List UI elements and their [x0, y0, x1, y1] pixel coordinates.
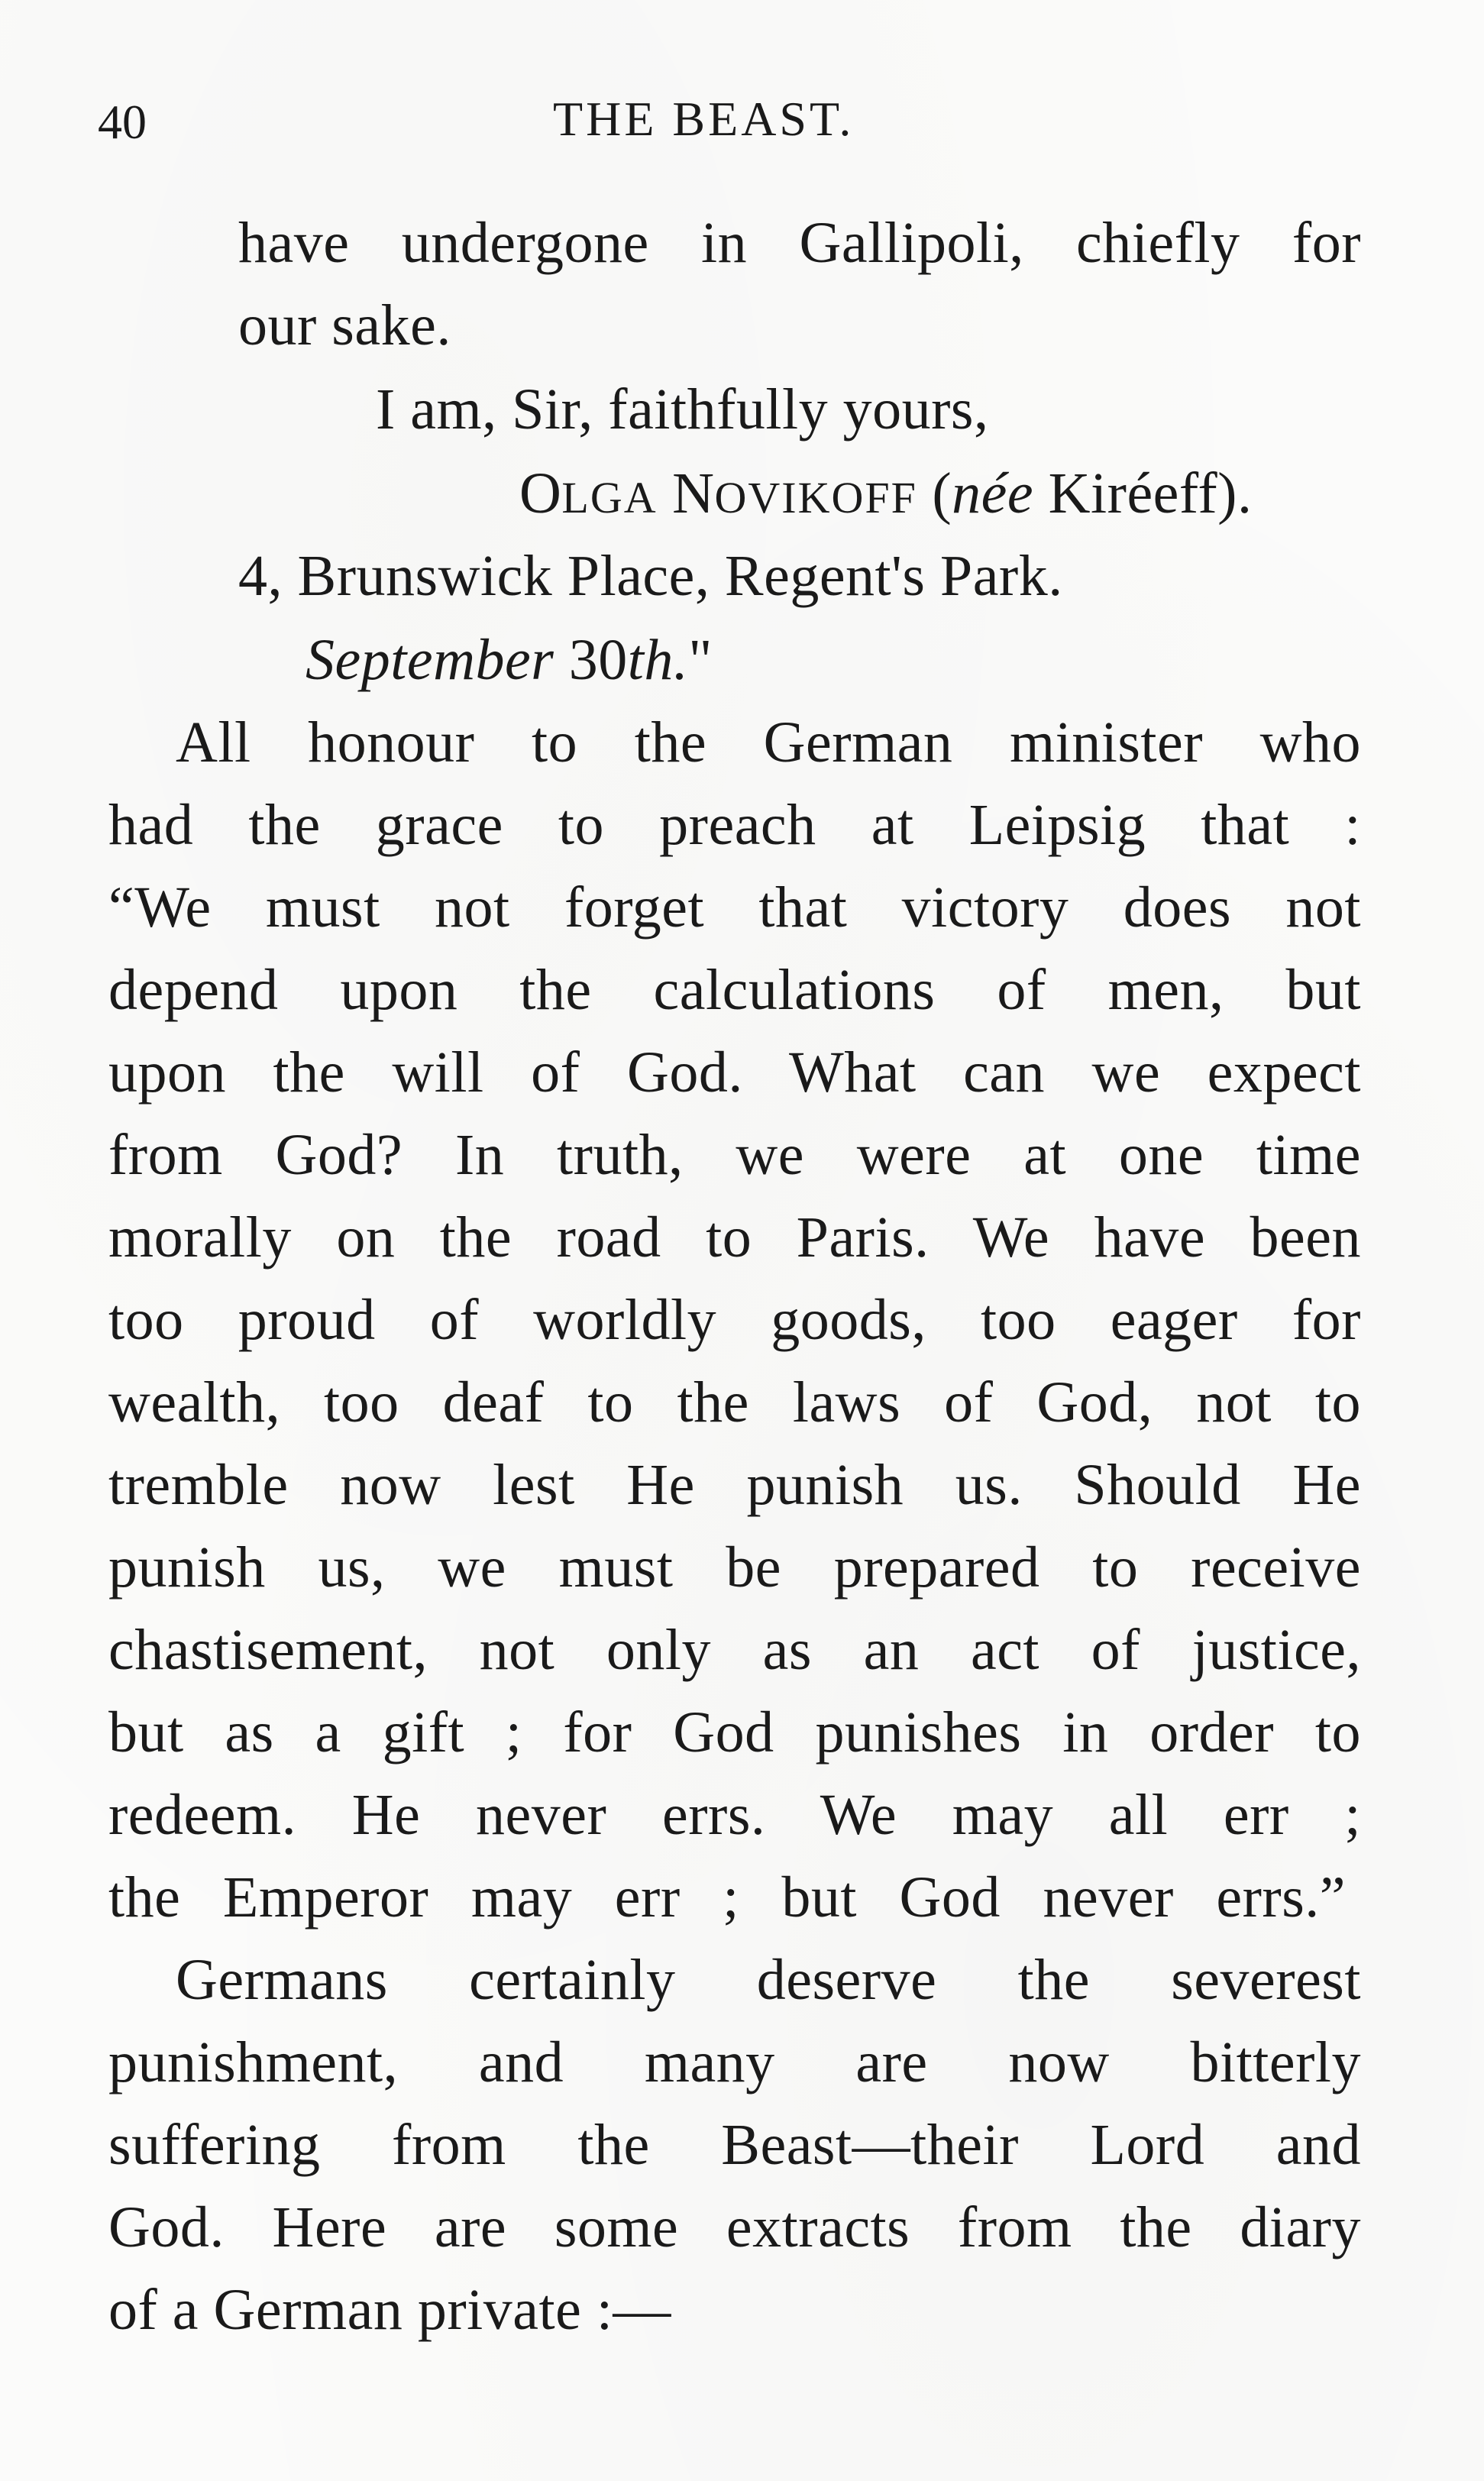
body-line-14: redeem. He never errs. We may all err ; — [108, 1783, 1361, 1847]
body-line-5: upon the will of God. What can we expect — [108, 1040, 1361, 1105]
body-line-2: had the grace to preach at Leipsig that : — [108, 793, 1361, 857]
body-line-10: tremble now lest He punish us. Should He — [108, 1453, 1361, 1517]
body-line-7: morally on the road to Paris. We have been — [108, 1205, 1361, 1270]
signature-last-rest: OVIKOFF — [714, 473, 917, 522]
date-close-quote: " — [688, 628, 713, 692]
letter-line-1: have undergone in Gallipoli, chiefly for — [238, 211, 1361, 275]
body-line-15: the Emperor may err ; but God never errs.” — [108, 1865, 1346, 1929]
date-month: September — [306, 628, 554, 692]
body-line-16: Germans certainly deserve the severest — [176, 1948, 1361, 2012]
letter-line-2: our sake. — [238, 293, 451, 357]
date-day: 30 — [554, 628, 628, 692]
body-line-13: but as a gift ; for God punishes in order to — [108, 1700, 1361, 1765]
letter-date — [306, 628, 713, 692]
date-suffix: th. — [627, 628, 689, 692]
signature-first-initial: O — [519, 461, 562, 526]
body-line-4: depend upon the calculations of men, but — [108, 958, 1361, 1022]
body-line-17: punishment, and many are now bitterly — [108, 2030, 1361, 2094]
body-line-1: All honour to the German minister who — [176, 710, 1361, 775]
body-line-20: of a German private :— — [108, 2278, 671, 2342]
signature-maiden-name: Kiréeff). — [1033, 461, 1253, 526]
body-line-11: punish us, we must be prepared to receive — [108, 1535, 1361, 1600]
letter-signature — [519, 461, 1253, 526]
signature-paren: ( — [917, 461, 952, 526]
signature-nee: née — [952, 461, 1034, 526]
body-line-12: chastisement, not only as an act of justice, — [108, 1618, 1361, 1682]
letter-address: 4, Brunswick Place, Regent's Park. — [238, 544, 1063, 608]
running-title: THE BEAST. — [553, 92, 855, 146]
body-line-19: God. Here are some extracts from the diary — [108, 2195, 1361, 2259]
body-line-9: wealth, too deaf to the laws of God, not to — [108, 1370, 1361, 1435]
body-line-18: suffering from the Beast—their Lord and — [108, 2113, 1361, 2177]
body-line-3: “We must not forget that victory does not — [108, 875, 1361, 940]
signature-last-initial: N — [672, 461, 715, 526]
page-number: 40 — [98, 95, 147, 149]
signature-first-rest: LGA — [561, 473, 658, 522]
letter-closing: I am, Sir, faithfully yours, — [376, 377, 989, 442]
body-line-6: from God? In truth, we were at one time — [108, 1123, 1361, 1187]
body-line-8: too proud of worldly goods, too eager for — [108, 1288, 1361, 1352]
